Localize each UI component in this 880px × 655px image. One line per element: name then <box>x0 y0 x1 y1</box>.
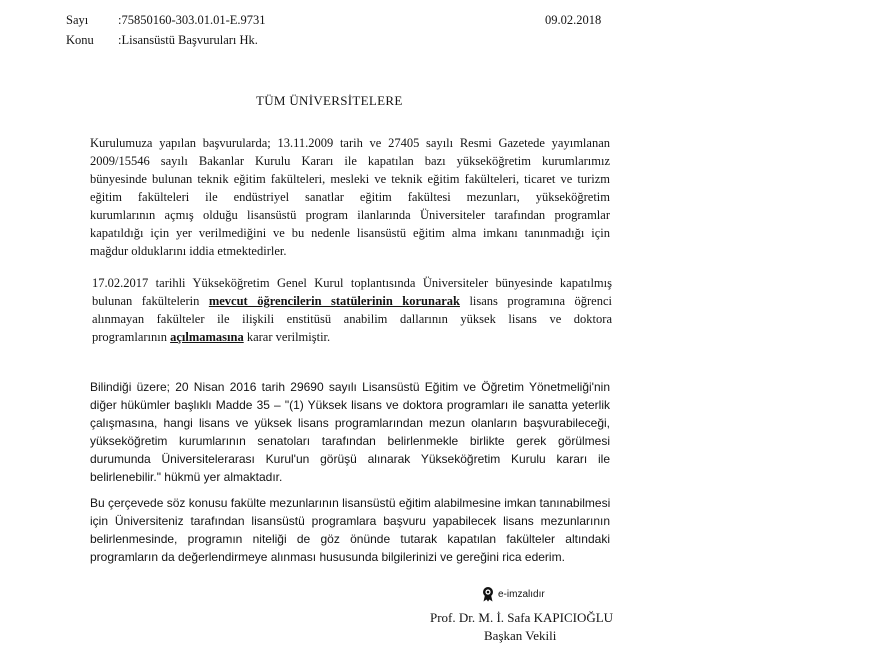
paragraph-3-line: yükseköğretim kurumlarının senatoları tarafından belirlenmekle birlikte gerek görülmesi <box>90 434 610 448</box>
paragraph-4-line: belirlenmesinde, programın niteliği de göz önünde tutarak kapatılan fakülteler altındaki <box>90 532 610 546</box>
paragraph-3-line: çalışmasına, hangi lisans ve yüksek lisans programlarından mezun olanların başvurabileceği, <box>90 416 610 430</box>
paragraph-1 <box>90 134 610 260</box>
paragraph-3-line: durumunda Üniversitelerarası Kurul'un görüşü alınarak Yükseköğretim Kurulu kararı ile <box>90 452 610 466</box>
text-run: lisans programına öğrenci <box>459 294 612 308</box>
paragraph-1-line: kapatıldığı için yer verilmediğini ve bu nedenle lisansüstü eğitim alma imkanı tanınmadığı için <box>90 226 610 240</box>
paragraph-3 <box>90 378 610 486</box>
sayi-row <box>66 12 266 28</box>
text-run: bulunan fakültelerin <box>92 294 209 308</box>
addressee-heading: TÜM ÜNİVERSİTELERE <box>256 93 403 108</box>
paragraph-1-line: 2009/15546 sayılı Bakanlar Kurulu Kararı ile kapatılan bazı yükseköğretim kurumlarımız <box>90 154 610 168</box>
paragraph-1-line: Kurulumuza yapılan başvurularda; 13.11.2009 tarih ve 27405 sayılı Resmi Gazetede yayımlanan <box>90 136 610 150</box>
konu-value: :Lisansüstü Başvuruları Hk. <box>118 33 258 47</box>
sayi-value: :75850160-303.01.01-E.9731 <box>118 13 266 27</box>
paragraph-2-line: 17.02.2017 tarihli Yükseköğretim Genel Kurul toplantısında Üniversiteler bünyesinde kapatılmış <box>92 276 612 290</box>
paragraph-1-line: eğitim fakülteleri ile endüstriyel sanatlar eğitim fakültesi mezunları, yükseköğretim <box>90 190 610 204</box>
paragraph-2-line: alınmayan fakülteler ile ilişkili enstitüsü anabilim dallarının yüksek lisans ve doktora <box>92 312 612 326</box>
paragraph-3-line: belirlenebilir." hükmü yer almaktadır. <box>90 470 283 484</box>
paragraph-4-line: için Üniversiteniz tarafından lisansüstü programlara başvuru yapabilecek lisans mezunlarının <box>90 514 610 528</box>
paragraph-1-line: mağdur olduklarını iddia etmektedirler. <box>90 244 287 258</box>
paragraph-1-line: bünyesinde bulunan teknik eğitim fakülteleri, mesleki ve teknik eğitim fakülteleri, ticaret ve turizm <box>90 172 610 186</box>
signer-title: Başkan Vekili <box>484 628 557 643</box>
document-date: 09.02.2018 <box>545 13 602 27</box>
paragraph-4-line: Bu çerçevede söz konusu fakülte mezunlarının lisansüstü eğitim alabilmesine imkan tanınabilmesi <box>90 496 611 510</box>
esign-mark <box>482 586 545 602</box>
paragraph-3-line: Bilindiği üzere; 20 Nisan 2016 tarih 29690 sayılı Lisansüstü Eğitim ve Öğretim Yönetmeliği'nin <box>90 380 610 394</box>
paragraph-4-line: programların da değerlendirmeye alınması hususunda bilgilerinizi ve gereğini rica ederim. <box>90 550 565 564</box>
emphasized-text: mevcut öğrencilerin statülerinin korunarak <box>208 294 460 308</box>
text-run: programlarının <box>92 330 171 344</box>
ribbon-seal-icon <box>482 586 494 602</box>
konu-row <box>66 32 258 48</box>
paragraph-4 <box>90 494 610 566</box>
paragraph-2-line <box>92 328 612 346</box>
sayi-label: Sayı <box>66 13 89 27</box>
text-run: karar verilmiştir. <box>243 330 331 344</box>
signer-name: Prof. Dr. M. İ. Safa KAPICIOĞLU <box>430 610 614 625</box>
paragraph-2 <box>92 274 612 346</box>
emphasized-text: açılmamasına <box>170 330 244 344</box>
paragraph-2-line <box>92 292 612 310</box>
paragraph-1-line: kurumlarının açmış olduğu lisansüstü program ilanlarında Üniversiteler tarafından programlar <box>90 208 610 222</box>
paragraph-3-line: diğer hükümler başlıklı Madde 35 – "(1) Yüksek lisans ve doktora programları ile sanatta yeterlik <box>90 398 610 412</box>
konu-label: Konu <box>66 33 94 47</box>
esign-label: e-imzalıdır <box>498 588 545 600</box>
